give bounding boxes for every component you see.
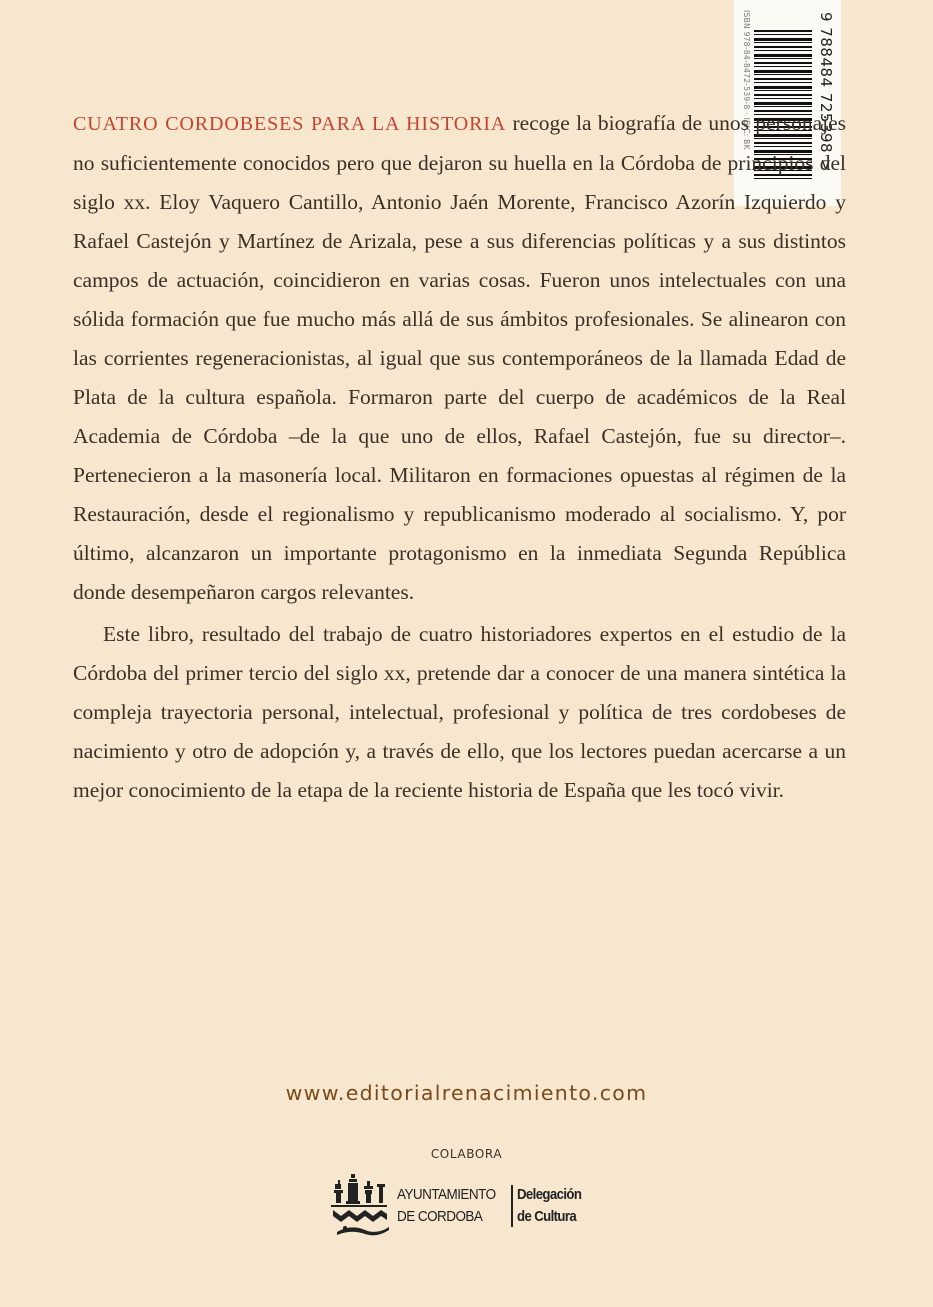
collaborator-label: COLABORA [430,1147,503,1161]
synopsis-paragraph-1 [73,104,846,612]
city-crest-icon [331,1172,389,1238]
ayuntamiento-line-2: DE CORDOBA [397,1208,483,1225]
logo-divider [511,1185,513,1227]
book-title: CUATRO CORDOBESES PARA LA HISTORIA [73,113,507,135]
barcode-digits: 9 788484 725398 > [817,12,835,172]
synopsis-paragraph-2: Este libro, resultado del trabajo de cuatro historiadores expertos en el estudio de la Córdoba del primer tercio del siglo xx, pretende dar a conocer de una manera sintética la compleja trayectoria personal, intelectual, profesional y política de tres cordobeses de nacimiento y otro de adopción y, a través de ello, que los lectores puedan acercarse a un mejor conocimiento de la etapa de la reciente historia de España que les tocó vivir. [73,622,846,802]
ayuntamiento-line-1: AYUNTAMIENTO [397,1186,496,1203]
delegacion-line-1: Delegación [517,1186,582,1203]
synopsis-paragraph-1-text: recoge la biografía de unos personajes no suficientemente conocidos pero que dejaron su huella en la Córdoba de principios del siglo xx. Eloy Vaquero Cantillo, Antonio Jaén Morente, Francisco Azorín Izquierdo y Rafael Castejón y Martínez de Arizala, pese a sus diferencias políticas y a sus distintos campos de actuación, coincidieron en varias cosas. Fueron unos intelectuales con una sólida formación que fue mucho más allá de sus ámbitos profesionales. Se alinearon con las corrientes regeneracionistas, al igual que sus contemporáneos de la llamada Edad de Plata de la cultura española. Formaron parte del cuerpo de académicos de la Real Academia de Córdoba –de la que uno de ellos, Rafael Castejón, fue su director–. Pertenecieron a la masonería local. Militaron en formaciones opuestas al régimen de la Restauración, desde el regionalismo y republicanismo moderado al socialismo. Y, por último, alcanzaron un importante protagonismo en la inmediata Segunda República donde desempeñaron cargos relevantes. [73,111,846,604]
publisher-website[interactable]: www.editorialrenacimiento.com [285,1081,648,1105]
synopsis [73,104,846,810]
isbn-text: ISBN 978-84-8472-539-8 · IBIC: BK [742,10,751,150]
delegacion-line-2: de Cultura [517,1208,577,1225]
delegacion-name [517,1184,581,1228]
ayuntamiento-logo [331,1172,601,1242]
ayuntamiento-name [397,1184,496,1228]
